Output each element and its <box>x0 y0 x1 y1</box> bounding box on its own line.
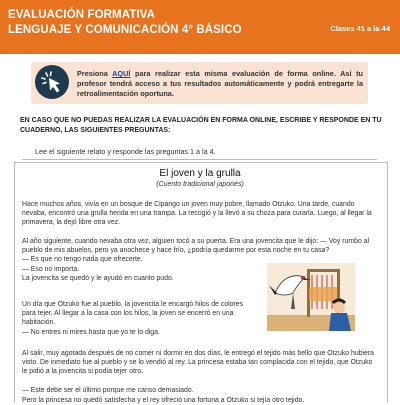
notice-text-before: Presiona <box>77 69 108 78</box>
story-dialogue: — Este debe ser el último porque me canso demasiado. <box>22 387 194 394</box>
online-notice <box>31 62 368 104</box>
story-paragraph-5: Pero la princesa no quedó satisfecha y el rey ofreció una fortuna a Otzuko si tejía otro tejido. <box>22 397 305 404</box>
story-paragraph-2: Al año siguiente, cuando nevaba otra vez, alguien tocó a su puerta. Era una jovencita que le dijo: — Voy rumbo al pueblo de mis abuelos, pero ya anochece y hace frío, ¿podría quedarme por esta noche en tu casa? — Es que no tengo nada que ofrecerte. — Eso no importa. La jovencita se quedó y le ayudó en cuanto pudo. <box>22 238 370 282</box>
instructions: EN CASO QUE NO PUEDAS REALIZAR LA EVALUACIÓN EN FORMA ONLINE, ESCRIBE Y RESPONDE EN TU CUADERNO, LAS SIGUIENTES PREGUNTAS: <box>20 117 382 134</box>
class-number-range: 41 a la 44 <box>356 24 390 33</box>
online-evaluation-link[interactable]: AQUÍ <box>112 69 131 78</box>
story-paragraph-1: Hace muchos años, vivía en un bosque de Cipango un joven muy pobre, llamado Otzuko. Una tarde, cuando nevaba, encontró una grulla herida en una trampa. La recogió y la llevó a su choza para curarla. Luego, al llegar la primavera, la dejó libre otra vez. <box>22 201 372 227</box>
story-title: El joven y la grulla <box>159 168 241 179</box>
divider <box>22 159 377 160</box>
story-paragraph-3: Un día que Otzuko fue al pueblo, la jovencita le encargó hilos de colores para tejer. Al llegar a la casa con los hilos, la joven se encerró en una habitación. — No entres ni mires hasta que yo te lo diga. <box>22 301 244 336</box>
page-title <box>8 8 242 37</box>
story-paragraph-4: Al salir, muy agotada después de no comer ni dormir en dos días, le entregó el tejido más bello que Otzuko hubiera visto. De inmediato fue al pueblo y se lo vendió al rey. La princesa estaba tan complacida con el tejido, que Otzuko le pidió a la jovencita si podía tejer otro. <box>22 350 375 376</box>
title-line-2: LENGUAJE Y COMUNICACIÓN 4° BÁSICO <box>8 23 242 36</box>
reading-prompt: Lee el siguiente relato y responde las preguntas 1 a la 4. <box>35 147 216 156</box>
crane-weaving-illustration <box>267 263 355 331</box>
class-prefix: Clases <box>330 24 355 33</box>
notice-text-after: para realizar esta misma evaluación de forma online. Así tu profesor tendrá acceso a tus resultados automáticamente y podrá entregarte la retroalimentación oportuna. <box>77 69 363 98</box>
story-subtitle: (Cuento tradicional japonés) <box>156 181 244 188</box>
cursor-click-icon <box>35 65 69 99</box>
notice-text <box>77 69 363 99</box>
class-range <box>330 24 390 33</box>
header-banner <box>0 0 400 54</box>
title-line-1: EVALUACIÓN FORMATIVA <box>8 9 156 21</box>
